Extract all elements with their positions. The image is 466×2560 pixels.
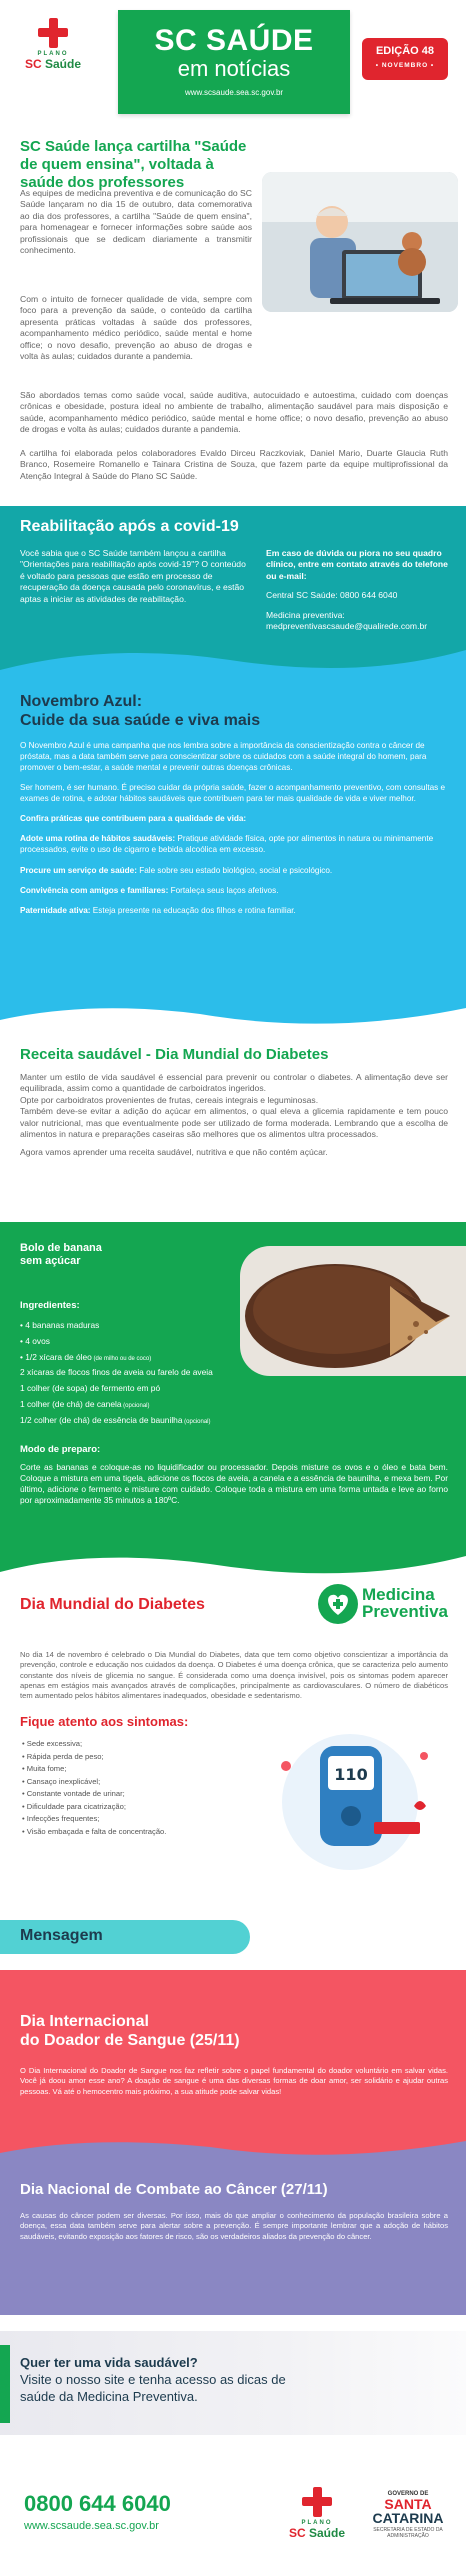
wave-divider xyxy=(0,640,466,680)
receita-paragraph-3: Também deve-se evitar a adição do açúcar em alimentos, o qual eleva a glicemia rapidamente e tem pouco valor nutricional, mas que eventualmente pode ser utilizado de forma moderada. Lembrando que a escolha de alimentos in natura e preparações caseiras são melhores que os alimentos ultra processados. xyxy=(20,1106,448,1140)
novembro-tip: Adote uma rotina de hábitos saudáveis: Pratique atividade física, opte por alimentos in natura ou minimamente processados, evite o uso de cigarro e bebida alcoólica em excesso. xyxy=(20,834,434,855)
sc-saude-logo xyxy=(18,18,88,71)
diabetes-title: Dia Mundial do Diabetes xyxy=(20,1596,205,1613)
receita-paragraph-1: Manter um estilo de vida saudável é essencial para prevenir ou controlar o diabetes. A alimentação deve ser equilibrada, assim como a quantidade de carboidratos ingeridos. xyxy=(20,1072,448,1094)
symptom-item: • Visão embaçada e falta de concentração. xyxy=(22,1826,166,1839)
reab-text: Você sabia que o SC Saúde também lançou a cartilha "Orientações para reabilitação após covid-19"? O conteúdo é voltado para pessoas que estão em processo de recuperação da doença causada pelo coronavírus, e estão aptas a iniciar as atividades de reabilitação. xyxy=(20,548,246,604)
masthead-subtitle: em notícias xyxy=(177,56,291,81)
symptom-item: • Infecções frequentes; xyxy=(22,1813,166,1826)
cross-icon xyxy=(38,18,68,48)
edition-month: • NOVEMBRO • xyxy=(375,62,435,69)
cta-text: Quer ter uma vida saudável? Visite o nosso site e tenha acesso as dicas de saúde da Medicina Preventiva. xyxy=(20,2355,286,2404)
ingredient-item: 2 xícaras de flocos finos de aveia ou farelo de aveia xyxy=(20,1367,213,1378)
doador-section xyxy=(0,1970,466,2135)
masthead xyxy=(118,10,350,114)
diabetes-body: No dia 14 de novembro é celebrado o Dia Mundial do Diabetes, data que tem como objetivo conscientizar a importância da prevenção, controle e educação nos cuidados da doença. O Diabetes é uma doença crônica, que se caracteriza pelo aumento constante dos níveis de glicemia no sangue. É considerada como uma doença invisível, pois os sintomas podem aparecer apenas em estágios mais avançados através de complicações, principalmente as cardiovasculares. O número de diabéticos tem aumentado pelos hábitos alimentares inadequados, obesidade e sedentarismo. xyxy=(20,1650,448,1700)
doador-title: Dia Internacional do Doador de Sangue (25/11) xyxy=(20,2013,240,2050)
receita-section xyxy=(0,1000,466,1222)
mensagem-section xyxy=(0,1880,466,1960)
novembro-tip: Convivência com amigos e familiares: Fortaleça seus laços afetivos. xyxy=(20,885,279,895)
novembro-azul-section xyxy=(0,640,466,1000)
footer-section xyxy=(0,2315,466,2560)
symptom-item: • Cansaço inexplicável; xyxy=(22,1776,166,1789)
receita-paragraph-2: Opte por carboidratos provenientes de frutas, cereais integrais e leguminosas. xyxy=(20,1094,319,1105)
symptoms-list xyxy=(22,1738,166,1838)
novembro-tips-title: Confira práticas que contribuem para a qualidade de vida: xyxy=(20,814,247,824)
mensagem-title: Mensagem xyxy=(20,1927,103,1944)
cake-illustration xyxy=(240,1246,466,1376)
symptoms-title: Fique atento aos sintomas: xyxy=(20,1714,189,1729)
heart-cross-icon xyxy=(318,1584,358,1624)
symptom-item: • Rápida perda de peso; xyxy=(22,1751,166,1764)
receita-title: Receita saudável - Dia Mundial do Diabetes xyxy=(20,1046,329,1063)
logo-plano-text: PLANO xyxy=(37,51,69,57)
novembro-paragraph-1: O Novembro Azul é uma campanha que nos lembra sobre a importância da conscientização contra o câncer de próstata, mas a data também serve para conscientizar sobre os cuidados com a saúde integral do homem, para promover o bem-estar, a saúde mental e prevenir outras doenças crônicas. xyxy=(20,741,427,773)
footer-sc-saude-logo: PLANO SC Saúde xyxy=(282,2487,352,2540)
cancer-body: As causas do câncer podem ser diversas. Por isso, mais do que ampliar o conhecimento da população brasileira sobre a doença, essa data também serve para alertar sobre a prevenção. É sempre importante lembrar que a adoção de hábitos saudáveis, evitando exposição aos fatores de risco, são os verdadeiros aliados da prevenção do câncer. xyxy=(20,2211,448,2241)
novembro-tip: Paternidade ativa: Esteja presente na educação dos filhos e rotina familiar. xyxy=(20,905,296,915)
ingredients-title: Ingredientes: xyxy=(20,1300,80,1311)
wave-divider xyxy=(0,2135,466,2165)
doador-body: O Dia Internacional do Doador de Sangue nos faz refletir sobre o papel fundamental do doador voluntário em salvar vidas. Você já doou amor esse ano? A doação de sangue é uma das diversas formas de doar amor, ser solidário e ajudar outras pessoas. Vá até o hemocentro mais próximo, a sua atitude pode salvar vidas! xyxy=(20,2066,448,2096)
masthead-url: www.scsaude.sea.sc.gov.br xyxy=(184,88,284,97)
cartilha-title: SC Saúde lança cartilha "Saúde de quem ensina", voltada à saúde dos professores xyxy=(20,138,247,191)
ingredient-item: • 1/2 xícara de óleo (de milho ou de coco) xyxy=(20,1351,152,1362)
cartilha-paragraph-1: As equipes de medicina preventiva e de comunicação do SC Saúde lançaram no dia 15 de outubro, data comemorativa ao dia dos professores, a cartilha "Saúde de quem ensina", para homenagear e fornecer informações sobre saúde aos profissionais que se dedicam diariamente a transmitir conhecimento. xyxy=(20,188,252,256)
reab-contact-heading: Em caso de dúvida ou piora no seu quadro clínico, entre em contato através do telefone ou e-mail: xyxy=(266,548,448,581)
masthead-title: SC SAÚDE xyxy=(154,24,314,57)
receita-paragraph-4: Agora vamos aprender uma receita saudável, nutritiva e que não contém açúcar. xyxy=(20,1146,328,1157)
ingredient-item: 1 colher (de chá) de canela (opcional) xyxy=(20,1398,150,1409)
novembro-title: Novembro Azul: Cuide da sua saúde e viva mais xyxy=(20,693,261,730)
logo-name: SC Saúde xyxy=(24,57,82,71)
symptom-item: • Dificuldade para cicatrização; xyxy=(22,1801,166,1814)
meter-reading: 110 xyxy=(334,1765,368,1784)
reab-contact xyxy=(266,548,456,633)
teacher-laptop-illustration xyxy=(262,172,458,312)
reab-email-label: Medicina preventiva: xyxy=(266,609,345,620)
cartilha-paragraph-2: Com o intuito de fornecer qualidade de vida, sempre com foco para a prevenção da saúde, o conteúdo da cartilha apresenta práticas voltadas à saúde dos professores, acompanhamento médico periódico, saúde mental e home office; o novo desafio, prevenção ao abuso de drogas e volta às aulas; cuidados durante a pandemia. xyxy=(20,294,252,362)
novembro-tip: Procure um serviço de saúde: Fale sobre seu estado biológico, social e psicológico. xyxy=(20,865,333,875)
ingredients-list xyxy=(20,1320,213,1431)
footer-phone[interactable]: 0800 644 6040 xyxy=(24,2491,171,2516)
prep-text: Corte as bananas e coloque-as no liquidificador ou processador. Depois misture os ovos e o óleo e bata bem. Coloque a mistura em uma tigela, adicione os flocos de aveia, a canela e a essência de baunilha, e mexa bem. Por último, adicione o fermento e misture com cuidado. Coloque toda a mistura em uma forma untada e leve ao forno por aproximadamente 35 minutos a 180ºC. xyxy=(20,1462,448,1505)
prep-title: Modo de preparo: xyxy=(20,1444,101,1455)
cancer-section xyxy=(0,2135,466,2315)
teacher-photo xyxy=(262,172,458,312)
santa-catarina-logo: GOVERNO DE SANTA CATARINA SECRETARIA DE ESTADO DA ADMINISTRAÇÃO xyxy=(372,2491,444,2539)
cta-accent-bar xyxy=(0,2345,10,2423)
novembro-paragraph-2: Ser homem, é ser humano. É preciso cuidar da própria saúde, fazer o acompanhamento preventivo, com consultas e exames de rotina, e adotar hábitos saudáveis que contribuem para ter mais qualidade de vida e viver melhor. xyxy=(20,783,446,804)
footer-url[interactable]: www.scsaude.sea.sc.gov.br xyxy=(24,2520,159,2532)
wave-divider xyxy=(0,1000,466,1036)
novembro-body xyxy=(20,740,448,925)
recipe-section xyxy=(0,1222,466,1546)
cartilha-section xyxy=(0,130,466,510)
cancer-title: Dia Nacional de Combate ao Câncer (27/11) xyxy=(20,2181,328,2198)
reab-phone: Central SC Saúde: 0800 644 6040 xyxy=(266,590,398,601)
symptom-item: • Constante vontade de urinar; xyxy=(22,1788,166,1801)
cartilha-paragraph-3: São abordados temas como saúde vocal, saúde auditiva, autocuidado e autoestima, cuidado com doenças crônicas e obesidade, postura ideal no ambiente de trabalho, alimentação saudável para mais disposição e saúde, acompanhamento médico periódico, saúde mental e home office; o novo desafio, prevenção ao abuso de drogas e volta às aulas; cuidados durante a pandemia. xyxy=(20,390,448,435)
wave-divider xyxy=(0,1546,466,1586)
diabetes-section xyxy=(0,1546,466,1882)
ingredient-item: • 4 bananas maduras xyxy=(20,1320,100,1330)
glucose-meter-illustration xyxy=(224,1726,456,1872)
cartilha-paragraph-4: A cartilha foi elaborada pelos colaboradores Evaldo Dirceu Raczkoviak, Daniel Mario, Duarte Glaucia Ruth Branco, Rosemeire Romanello e Tainara Cristina de Souza, que fazem parte da equipe multiprofissional da Atenção Integral à Saúde do Plano SC Saúde. xyxy=(20,448,448,481)
edition-number: EDIÇÃO 48 xyxy=(375,45,435,57)
ingredient-item: 1 colher (de sopa) de fermento em pó xyxy=(20,1383,161,1394)
medicina-preventiva-logo xyxy=(318,1584,452,1630)
reab-title: Reabilitação após a covid-19 xyxy=(20,518,239,535)
banana-cake-photo xyxy=(240,1246,466,1376)
reabilitacao-section xyxy=(0,506,466,646)
symptom-item: • Sede excessiva; xyxy=(22,1738,166,1751)
cross-icon xyxy=(302,2487,332,2517)
reab-email[interactable]: medpreventivascsaude@qualirede.com.br xyxy=(266,621,428,632)
medicina-preventiva-text: Medicina Preventiva xyxy=(362,1585,448,1621)
receita-body xyxy=(20,1072,448,1164)
edition-badge xyxy=(362,38,448,80)
ingredient-item: • 4 ovos xyxy=(20,1335,50,1346)
recipe-name: Bolo de banana sem açúcar xyxy=(20,1242,102,1268)
symptom-item: • Muita fome; xyxy=(22,1763,166,1776)
ingredient-item: 1/2 colher (de chá) de essência de baunilha (opcional) xyxy=(20,1414,211,1425)
header xyxy=(0,0,466,122)
